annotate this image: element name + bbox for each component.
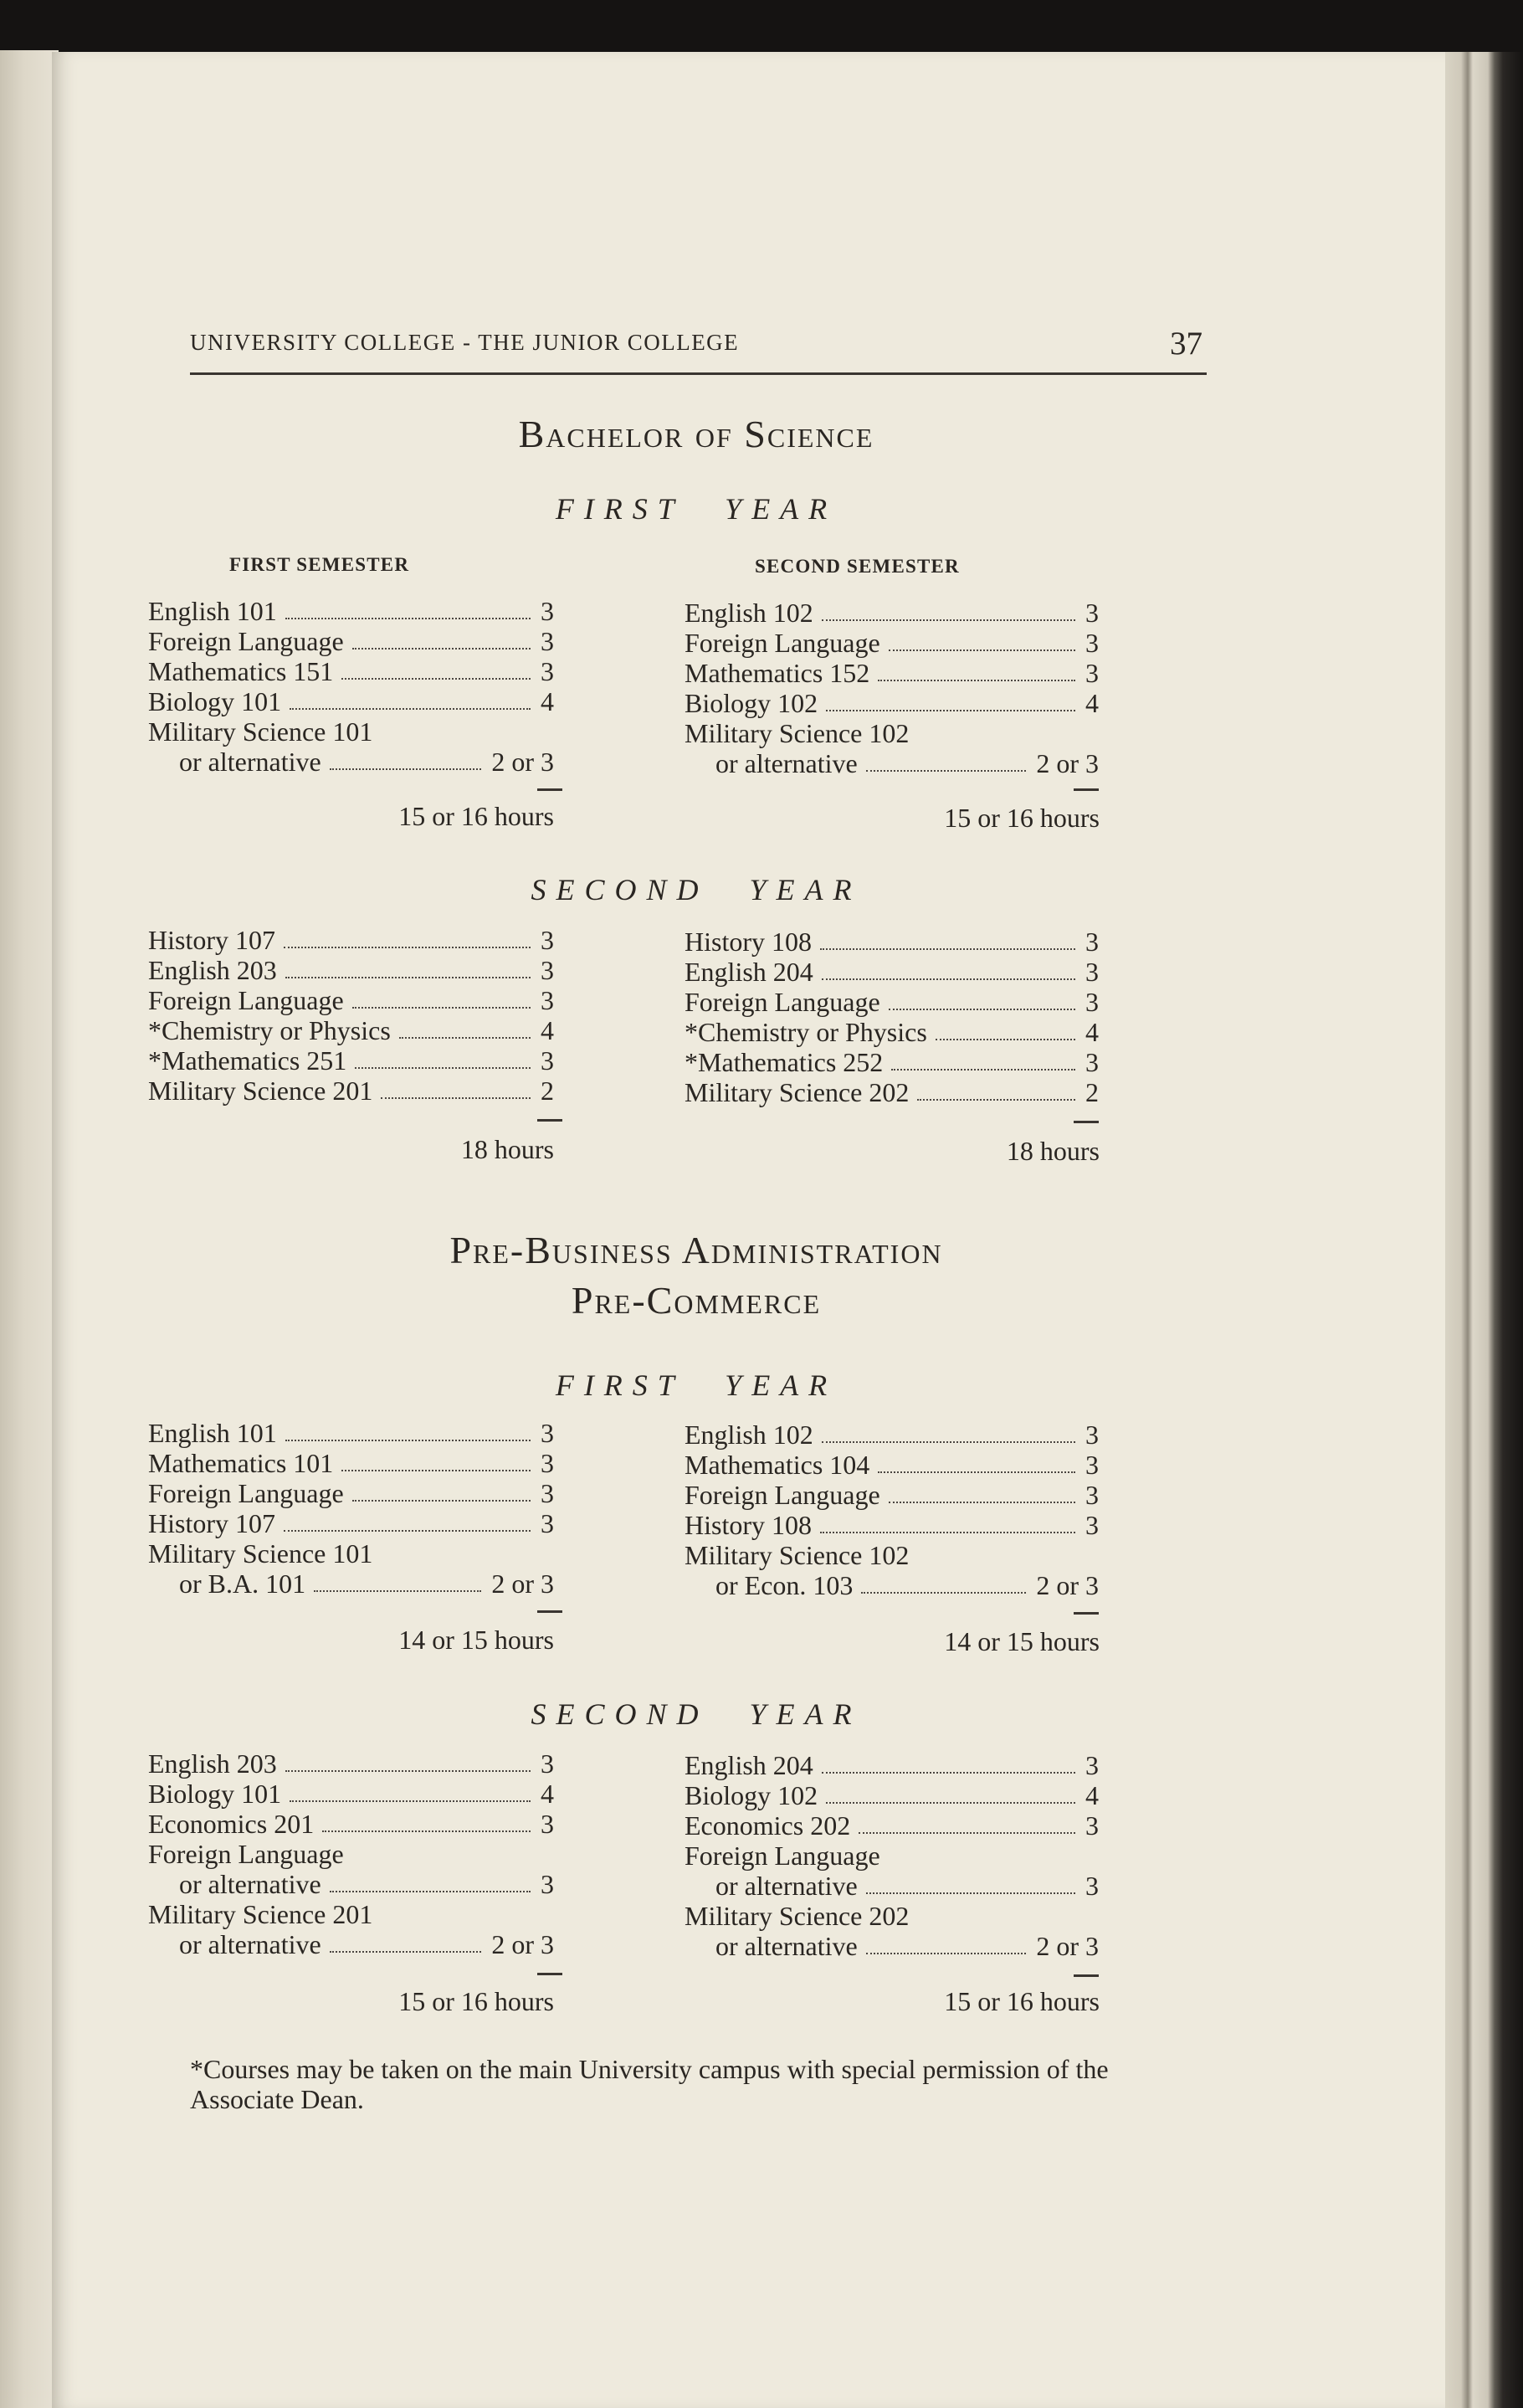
course-hours: 3 [1085, 987, 1099, 1017]
course-name: Military Science 101 [148, 716, 373, 747]
course-row [685, 1420, 1099, 1450]
course-name: English 101 [148, 596, 277, 626]
course-name: Military Science 202 [685, 1901, 910, 1931]
course-row [685, 1510, 1099, 1540]
course-name: Foreign Language [148, 1478, 344, 1508]
dot-leader [889, 628, 1075, 651]
dot-leader [859, 1810, 1075, 1834]
dot-leader [290, 1779, 531, 1802]
course-row [148, 955, 554, 985]
course-name: Military Science 102 [685, 718, 910, 748]
course-row [148, 1538, 554, 1569]
course-row [685, 1780, 1099, 1810]
course-row [685, 658, 1099, 688]
course-row [148, 596, 554, 626]
course-row [685, 1047, 1099, 1077]
course-name: Biology 102 [685, 1780, 818, 1810]
course-hours: 4 [541, 686, 554, 716]
course-row [685, 748, 1099, 778]
course-name: Biology 101 [148, 1779, 282, 1809]
dot-leader [355, 1045, 531, 1069]
total-rule [537, 788, 562, 791]
total-rule [537, 1610, 562, 1613]
pba-first-year-first-semester-total: 14 or 15 hours [398, 1625, 554, 1655]
pba-second-year-second-semester [685, 1750, 1099, 1961]
dot-leader [290, 686, 531, 710]
course-row [685, 1871, 1099, 1901]
course-row [685, 598, 1099, 628]
course-name: or alternative [179, 1929, 321, 1959]
course-row [685, 987, 1099, 1017]
scan-background [0, 0, 1523, 57]
course-hours: 2 or 3 [1036, 1570, 1099, 1600]
course-row [148, 1779, 554, 1809]
pba-first-year-second-semester-total: 14 or 15 hours [944, 1626, 1100, 1656]
course-row [148, 1076, 554, 1106]
course-hours: 3 [541, 1508, 554, 1538]
course-row [685, 1931, 1099, 1961]
dot-leader [341, 656, 531, 680]
section-title-pre-commerce: Pre-Commerce [571, 1279, 822, 1322]
course-row [148, 747, 554, 777]
course-row [685, 688, 1099, 718]
course-hours: 2 or 3 [1036, 748, 1099, 778]
course-name: Foreign Language [685, 1480, 880, 1510]
course-name: Economics 202 [685, 1810, 851, 1841]
course-name: Foreign Language [148, 626, 344, 656]
dot-leader [285, 1748, 531, 1772]
total-rule [537, 1119, 562, 1122]
course-name: Mathematics 104 [685, 1450, 870, 1480]
course-hours: 2 or 3 [491, 1929, 554, 1959]
course-hours: 3 [541, 596, 554, 626]
course-hours: 3 [541, 1748, 554, 1779]
book-page [52, 52, 1445, 2408]
course-row [148, 716, 554, 747]
course-name: English 203 [148, 955, 277, 985]
course-row [685, 1570, 1099, 1600]
dot-leader [936, 1017, 1075, 1040]
course-row [685, 1901, 1099, 1931]
course-row [148, 1929, 554, 1959]
dot-leader [285, 955, 531, 978]
header-rule [190, 372, 1207, 375]
course-hours: 3 [541, 626, 554, 656]
pba-second-year-second-semester-total: 15 or 16 hours [944, 1986, 1100, 2016]
total-rule [1074, 1974, 1099, 1977]
course-hours: 3 [541, 1809, 554, 1839]
course-name: or alternative [715, 1871, 858, 1901]
pba-first-year-first-semester [148, 1418, 554, 1599]
course-name: *Mathematics 251 [148, 1045, 347, 1076]
course-row [148, 1809, 554, 1839]
dot-leader [826, 1780, 1075, 1804]
dot-leader [284, 1508, 531, 1532]
course-hours: 3 [541, 656, 554, 686]
course-row [148, 686, 554, 716]
dot-leader [822, 598, 1075, 621]
dot-leader [889, 1480, 1075, 1503]
course-hours: 3 [1085, 927, 1099, 957]
dot-leader [861, 1570, 1026, 1594]
course-hours: 3 [1085, 658, 1099, 688]
total-rule [1074, 788, 1099, 791]
course-hours: 2 [1085, 1077, 1099, 1107]
dot-leader [399, 1015, 531, 1039]
first-semester-label: FIRST SEMESTER [229, 554, 410, 575]
course-name: History 108 [685, 1510, 812, 1540]
pba-second-year-first-semester [148, 1748, 554, 1959]
course-row [685, 1450, 1099, 1480]
dot-leader [820, 1510, 1075, 1533]
course-hours: 3 [1085, 957, 1099, 987]
course-hours: 3 [541, 925, 554, 955]
course-name: Foreign Language [148, 1839, 344, 1869]
course-hours: 4 [541, 1779, 554, 1809]
running-head: UNIVERSITY COLLEGE - THE JUNIOR COLLEGE [190, 330, 740, 355]
bs-first-year-second-semester [685, 598, 1099, 778]
bs-first-year-second-semester-total: 15 or 16 hours [944, 803, 1100, 833]
course-row [685, 1540, 1099, 1570]
course-hours: 3 [1085, 1810, 1099, 1841]
bs-second-year-heading: SECOND YEAR [531, 873, 862, 906]
course-row [148, 1869, 554, 1899]
dot-leader [866, 1931, 1026, 1954]
course-name: or alternative [715, 1931, 858, 1961]
bs-first-year-first-semester-total: 15 or 16 hours [398, 801, 554, 831]
dot-leader [878, 658, 1075, 681]
bs-second-year-second-semester-total: 18 hours [1006, 1136, 1100, 1166]
course-row [148, 1045, 554, 1076]
page-stack-edge [1433, 52, 1523, 2408]
course-hours: 3 [541, 1869, 554, 1899]
bs-second-year-first-semester-total: 18 hours [460, 1134, 554, 1164]
course-hours: 3 [1085, 628, 1099, 658]
course-row [685, 1810, 1099, 1841]
course-name: *Chemistry or Physics [148, 1015, 391, 1045]
course-name: Mathematics 152 [685, 658, 870, 688]
course-name: Military Science 101 [148, 1538, 373, 1569]
course-row [685, 957, 1099, 987]
course-hours: 4 [1085, 1780, 1099, 1810]
course-row [148, 1448, 554, 1478]
course-name: History 107 [148, 925, 275, 955]
course-row [148, 626, 554, 656]
course-hours: 2 or 3 [1036, 1931, 1099, 1961]
dot-leader [822, 957, 1075, 980]
course-hours: 2 or 3 [491, 1569, 554, 1599]
second-semester-label: SECOND SEMESTER [755, 556, 960, 577]
course-hours: 3 [541, 1045, 554, 1076]
course-hours: 3 [1085, 1047, 1099, 1077]
pba-first-year-heading: FIRST YEAR [555, 1368, 838, 1402]
course-name: English 204 [685, 1750, 813, 1780]
course-hours: 4 [1085, 1017, 1099, 1047]
dot-leader [822, 1750, 1075, 1774]
dot-leader [285, 1418, 531, 1441]
course-hours: 3 [1085, 1750, 1099, 1780]
dot-leader [330, 747, 481, 770]
course-row [148, 656, 554, 686]
course-row [685, 1750, 1099, 1780]
course-name: Biology 101 [148, 686, 282, 716]
course-name: History 108 [685, 927, 812, 957]
bs-first-year-heading: FIRST YEAR [555, 492, 838, 526]
course-name: English 204 [685, 957, 813, 987]
dot-leader [330, 1869, 531, 1892]
course-hours: 3 [541, 1478, 554, 1508]
course-name: *Chemistry or Physics [685, 1017, 927, 1047]
facing-page-edge [0, 50, 59, 2408]
course-name: Mathematics 151 [148, 656, 334, 686]
course-name: English 203 [148, 1748, 277, 1779]
dot-leader [314, 1569, 481, 1592]
course-row [685, 628, 1099, 658]
course-hours: 3 [541, 1448, 554, 1478]
course-hours: 3 [1085, 1871, 1099, 1901]
pba-second-year-heading: SECOND YEAR [531, 1697, 862, 1731]
course-name: or B.A. 101 [179, 1569, 306, 1599]
course-name: or alternative [179, 1869, 321, 1899]
dot-leader [822, 1420, 1075, 1443]
course-row [685, 1017, 1099, 1047]
course-hours: 3 [541, 955, 554, 985]
section-title-pre-business-administration: Pre-Business Administration [449, 1229, 943, 1271]
course-name: Military Science 201 [148, 1899, 373, 1929]
course-row [685, 1841, 1099, 1871]
course-name: Military Science 102 [685, 1540, 910, 1570]
dot-leader [352, 985, 531, 1009]
pba-second-year-first-semester-total: 15 or 16 hours [398, 1986, 554, 2016]
course-row [148, 1478, 554, 1508]
dot-leader [285, 596, 531, 619]
course-name: Foreign Language [685, 1841, 880, 1871]
course-name: English 101 [148, 1418, 277, 1448]
dot-leader [891, 1047, 1075, 1071]
course-name: or alternative [179, 747, 321, 777]
dot-leader [878, 1450, 1075, 1473]
course-hours: 4 [1085, 688, 1099, 718]
course-hours: 3 [1085, 1510, 1099, 1540]
bs-second-year-first-semester [148, 925, 554, 1106]
course-name: Military Science 201 [148, 1076, 373, 1106]
dot-leader [820, 927, 1075, 950]
dot-leader [341, 1448, 531, 1471]
course-name: Economics 201 [148, 1809, 315, 1839]
course-row [148, 1839, 554, 1869]
course-row [148, 925, 554, 955]
course-hours: 2 or 3 [491, 747, 554, 777]
bs-second-year-second-semester [685, 927, 1099, 1107]
course-row [148, 1508, 554, 1538]
course-row [685, 927, 1099, 957]
course-hours: 4 [541, 1015, 554, 1045]
total-rule [1074, 1612, 1099, 1615]
course-hours: 3 [541, 985, 554, 1015]
course-name: Foreign Language [685, 628, 880, 658]
course-hours: 2 [541, 1076, 554, 1106]
course-hours: 3 [1085, 598, 1099, 628]
page-number: 37 [1170, 326, 1203, 362]
total-rule [537, 1973, 562, 1975]
course-name: Mathematics 101 [148, 1448, 334, 1478]
course-hours: 3 [541, 1418, 554, 1448]
course-name: Foreign Language [148, 985, 344, 1015]
dot-leader [352, 1478, 531, 1502]
course-row [148, 1015, 554, 1045]
course-name: or Econ. 103 [715, 1570, 854, 1600]
course-hours: 3 [1085, 1450, 1099, 1480]
course-row [685, 1480, 1099, 1510]
dot-leader [322, 1809, 531, 1832]
bs-first-year-first-semester [148, 596, 554, 777]
footnote: *Courses may be taken on the main University campus with special permission of the Associate Dean. [190, 2054, 1109, 2114]
course-name: Foreign Language [685, 987, 880, 1017]
course-row [685, 718, 1099, 748]
dot-leader [866, 1871, 1075, 1894]
course-row [148, 1748, 554, 1779]
course-name: English 102 [685, 1420, 813, 1450]
course-row [148, 1899, 554, 1929]
course-hours: 3 [1085, 1480, 1099, 1510]
dot-leader [284, 925, 531, 948]
course-row [685, 1077, 1099, 1107]
course-row [148, 985, 554, 1015]
course-name: English 102 [685, 598, 813, 628]
dot-leader [866, 748, 1026, 772]
course-hours: 3 [1085, 1420, 1099, 1450]
section-title-bachelor-of-science: Bachelor of Science [518, 413, 874, 455]
pba-first-year-second-semester [685, 1420, 1099, 1600]
course-name: History 107 [148, 1508, 275, 1538]
dot-leader [917, 1077, 1075, 1101]
dot-leader [330, 1929, 481, 1953]
course-row [148, 1418, 554, 1448]
course-name: or alternative [715, 748, 858, 778]
dot-leader [889, 987, 1075, 1010]
dot-leader [826, 688, 1075, 711]
dot-leader [352, 626, 531, 649]
course-name: Military Science 202 [685, 1077, 910, 1107]
dot-leader [381, 1076, 531, 1099]
course-name: *Mathematics 252 [685, 1047, 884, 1077]
total-rule [1074, 1121, 1099, 1123]
course-row [148, 1569, 554, 1599]
course-name: Biology 102 [685, 688, 818, 718]
